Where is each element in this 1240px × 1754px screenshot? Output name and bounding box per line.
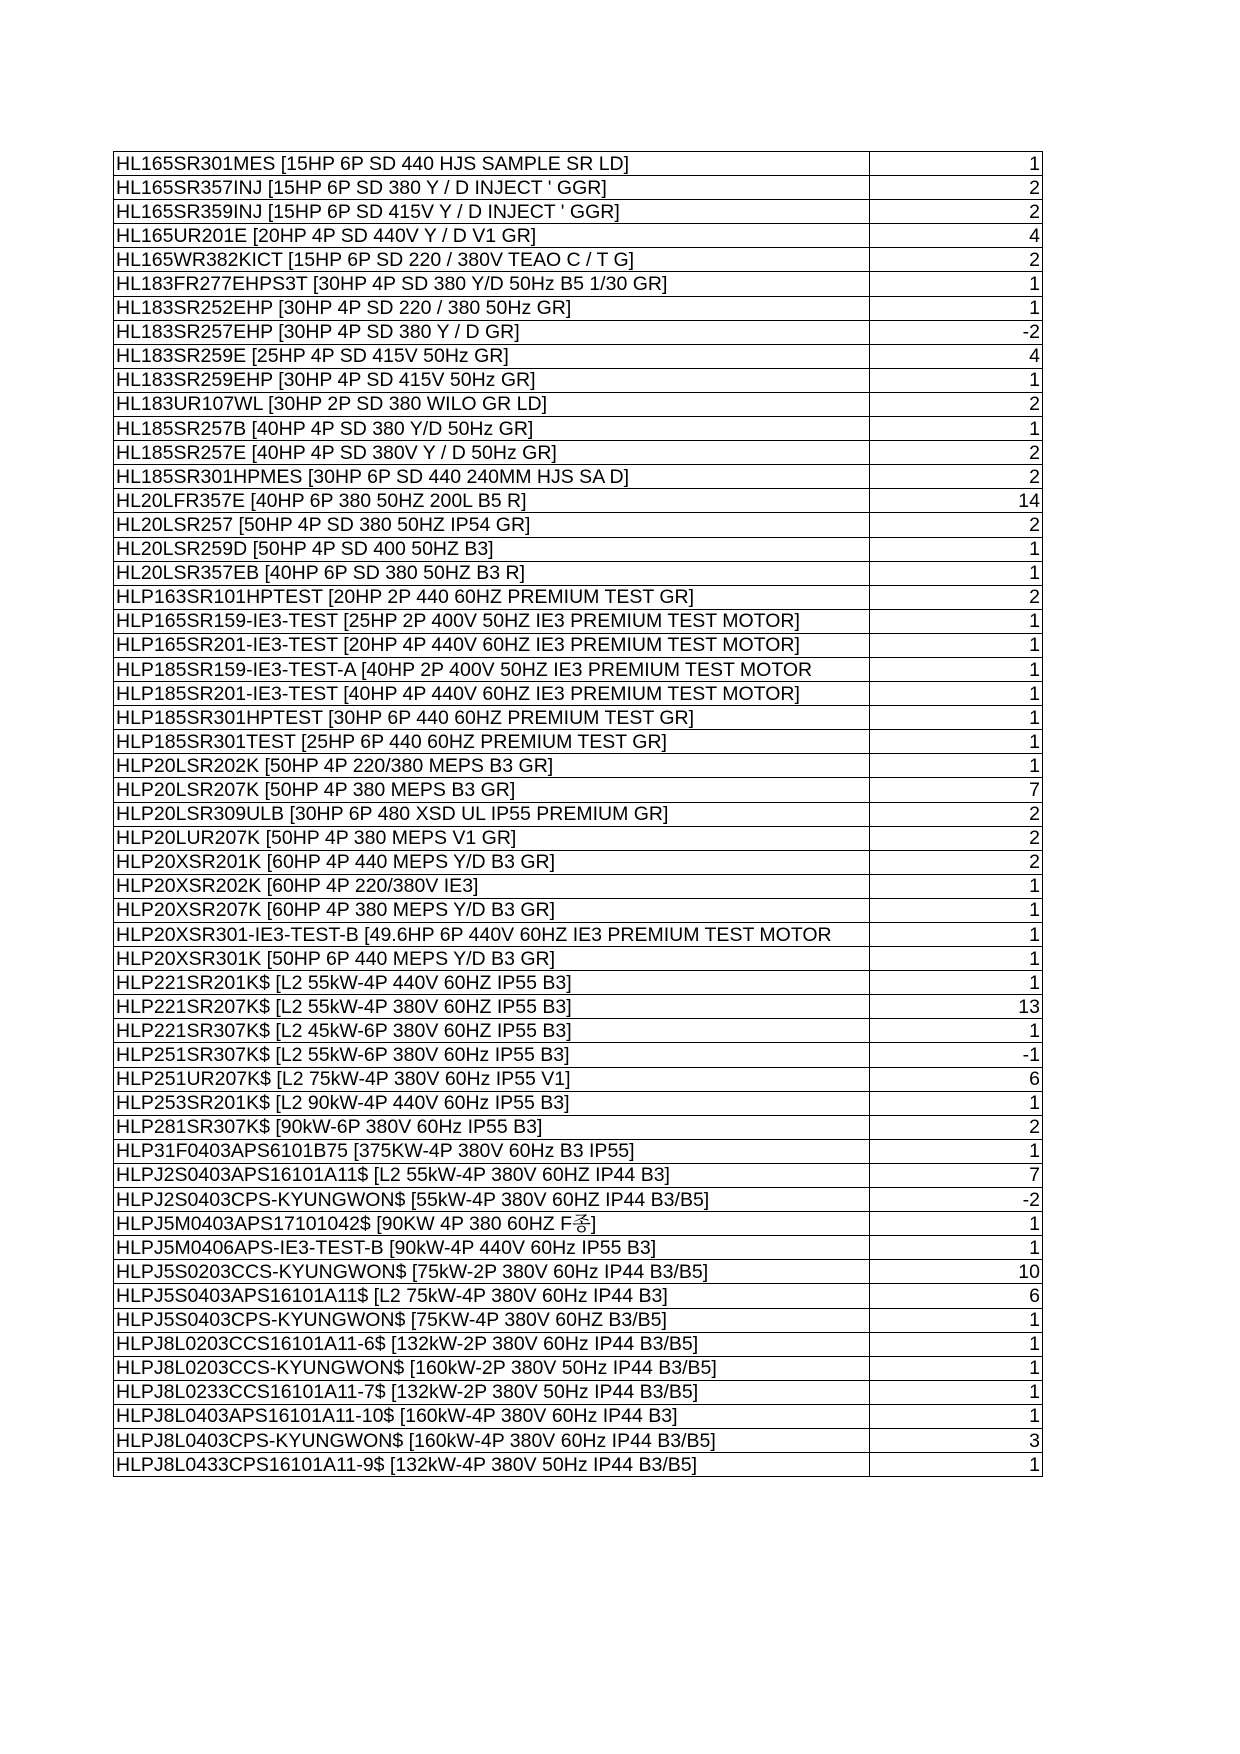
item-description-cell: HLP221SR201K$ [L2 55kW-4P 440V 60HZ IP55 B3] — [114, 971, 870, 995]
quantity-cell: 2 — [870, 585, 1043, 609]
table-row — [114, 1404, 1043, 1428]
table-row — [114, 561, 1043, 585]
quantity-cell: 1 — [870, 1332, 1043, 1356]
quantity-cell: 2 — [870, 802, 1043, 826]
inventory-table — [113, 151, 1043, 1477]
item-description-cell: HLP20XSR201K [60HP 4P 440 MEPS Y/D B3 GR] — [114, 850, 870, 874]
quantity-cell: 2 — [870, 465, 1043, 489]
item-description-cell: HLP185SR301TEST [25HP 6P 440 60HZ PREMIUM TEST GR] — [114, 730, 870, 754]
item-description-cell: HLP20XSR301K [50HP 6P 440 MEPS Y/D B3 GR] — [114, 947, 870, 971]
item-description-cell: HLPJ5S0403APS16101A11$ [L2 75kW-4P 380V 60Hz IP44 B3] — [114, 1284, 870, 1308]
quantity-cell: 2 — [870, 850, 1043, 874]
quantity-cell: 1 — [870, 754, 1043, 778]
table-row — [114, 1115, 1043, 1139]
quantity-cell: 1 — [870, 152, 1043, 176]
table-row — [114, 272, 1043, 296]
table-row — [114, 441, 1043, 465]
item-description-cell: HLP251SR307K$ [L2 55kW-6P 380V 60Hz IP55 B3] — [114, 1043, 870, 1067]
quantity-cell: -1 — [870, 1043, 1043, 1067]
quantity-cell: 1 — [870, 1404, 1043, 1428]
table-row — [114, 682, 1043, 706]
quantity-cell: -2 — [870, 320, 1043, 344]
item-description-cell: HL165SR301MES [15HP 6P SD 440 HJS SAMPLE SR LD] — [114, 152, 870, 176]
table-row — [114, 1019, 1043, 1043]
item-description-cell: HLP185SR301HPTEST [30HP 6P 440 60HZ PREMIUM TEST GR] — [114, 706, 870, 730]
item-description-cell: HL165UR201E [20HP 4P SD 440V Y / D V1 GR] — [114, 224, 870, 248]
quantity-cell: 1 — [870, 537, 1043, 561]
table-row — [114, 368, 1043, 392]
quantity-cell: 10 — [870, 1260, 1043, 1284]
quantity-cell: 1 — [870, 682, 1043, 706]
item-description-cell: HL20LSR257 [50HP 4P SD 380 50HZ IP54 GR] — [114, 513, 870, 537]
table-row — [114, 778, 1043, 802]
table-row — [114, 513, 1043, 537]
quantity-cell: 1 — [870, 1236, 1043, 1260]
item-description-cell: HL20LSR259D [50HP 4P SD 400 50HZ B3] — [114, 537, 870, 561]
quantity-cell: 1 — [870, 1019, 1043, 1043]
table-row — [114, 850, 1043, 874]
quantity-cell: 1 — [870, 633, 1043, 657]
item-description-cell: HLPJ8L0433CPS16101A11-9$ [132kW-4P 380V 50Hz IP44 B3/B5] — [114, 1453, 870, 1477]
table-row — [114, 826, 1043, 850]
quantity-cell: 1 — [870, 417, 1043, 441]
table-row — [114, 1212, 1043, 1236]
item-description-cell: HLPJ5M0406APS-IE3-TEST-B [90kW-4P 440V 60Hz IP55 B3] — [114, 1236, 870, 1260]
quantity-cell: 1 — [870, 657, 1043, 681]
item-description-cell: HLPJ8L0233CCS16101A11-7$ [132kW-2P 380V 50Hz IP44 B3/B5] — [114, 1380, 870, 1404]
item-description-cell: HL183SR259E [25HP 4P SD 415V 50Hz GR] — [114, 344, 870, 368]
table-row — [114, 730, 1043, 754]
table-row — [114, 1260, 1043, 1284]
table-row — [114, 874, 1043, 898]
table-row — [114, 1453, 1043, 1477]
quantity-cell: 1 — [870, 609, 1043, 633]
table-row — [114, 1380, 1043, 1404]
table-row — [114, 947, 1043, 971]
table-row — [114, 1163, 1043, 1187]
table-row — [114, 1043, 1043, 1067]
quantity-cell: 2 — [870, 826, 1043, 850]
quantity-cell: 1 — [870, 706, 1043, 730]
quantity-cell: 14 — [870, 489, 1043, 513]
item-description-cell: HLP20LUR207K [50HP 4P 380 MEPS V1 GR] — [114, 826, 870, 850]
table-row — [114, 296, 1043, 320]
quantity-cell: 1 — [870, 1356, 1043, 1380]
table-row — [114, 754, 1043, 778]
table-row — [114, 152, 1043, 176]
item-description-cell: HLPJ5M0403APS17101042$ [90KW 4P 380 60HZ F종] — [114, 1212, 870, 1236]
item-description-cell: HLPJ8L0403CPS-KYUNGWON$ [160kW-4P 380V 60Hz IP44 B3/B5] — [114, 1428, 870, 1452]
quantity-cell: 1 — [870, 923, 1043, 947]
table-row — [114, 344, 1043, 368]
item-description-cell: HL183FR277EHPS3T [30HP 4P SD 380 Y/D 50Hz B5 1/30 GR] — [114, 272, 870, 296]
table-row — [114, 320, 1043, 344]
item-description-cell: HL165SR359INJ [15HP 6P SD 415V Y / D INJECT ' GGR] — [114, 200, 870, 224]
item-description-cell: HL185SR257B [40HP 4P SD 380 Y/D 50Hz GR] — [114, 417, 870, 441]
item-description-cell: HLPJ5S0203CCS-KYUNGWON$ [75kW-2P 380V 60Hz IP44 B3/B5] — [114, 1260, 870, 1284]
quantity-cell: 1 — [870, 561, 1043, 585]
table-row — [114, 1428, 1043, 1452]
quantity-cell: 1 — [870, 272, 1043, 296]
quantity-cell: 1 — [870, 1091, 1043, 1115]
item-description-cell: HLP281SR307K$ [90kW-6P 380V 60Hz IP55 B3] — [114, 1115, 870, 1139]
table-row — [114, 1332, 1043, 1356]
table-row — [114, 417, 1043, 441]
item-description-cell: HLP165SR159-IE3-TEST [25HP 2P 400V 50HZ IE3 PREMIUM TEST MOTOR] — [114, 609, 870, 633]
table-row — [114, 1356, 1043, 1380]
item-description-cell: HL165WR382KICT [15HP 6P SD 220 / 380V TEAO C / T G] — [114, 248, 870, 272]
quantity-cell: 1 — [870, 874, 1043, 898]
item-description-cell: HL183SR252EHP [30HP 4P SD 220 / 380 50Hz GR] — [114, 296, 870, 320]
quantity-cell: 6 — [870, 1284, 1043, 1308]
item-description-cell: HLP20XSR207K [60HP 4P 380 MEPS Y/D B3 GR] — [114, 898, 870, 922]
table-row — [114, 537, 1043, 561]
quantity-cell: 2 — [870, 392, 1043, 416]
item-description-cell: HLP165SR201-IE3-TEST [20HP 4P 440V 60HZ IE3 PREMIUM TEST MOTOR] — [114, 633, 870, 657]
table-row — [114, 248, 1043, 272]
quantity-cell: 2 — [870, 513, 1043, 537]
item-description-cell: HLP253SR201K$ [L2 90kW-4P 440V 60Hz IP55 B3] — [114, 1091, 870, 1115]
table-row — [114, 609, 1043, 633]
quantity-cell: 3 — [870, 1428, 1043, 1452]
quantity-cell: 2 — [870, 176, 1043, 200]
quantity-cell: 2 — [870, 1115, 1043, 1139]
table-row — [114, 392, 1043, 416]
quantity-cell: 1 — [870, 368, 1043, 392]
quantity-cell: 1 — [870, 1308, 1043, 1332]
item-description-cell: HLPJ8L0403APS16101A11-10$ [160kW-4P 380V 60Hz IP44 B3] — [114, 1404, 870, 1428]
table-row — [114, 706, 1043, 730]
quantity-cell: 1 — [870, 1139, 1043, 1163]
table-row — [114, 995, 1043, 1019]
table-row — [114, 1188, 1043, 1212]
item-description-cell: HLP185SR159-IE3-TEST-A [40HP 2P 400V 50HZ IE3 PREMIUM TEST MOTOR — [114, 657, 870, 681]
table-row — [114, 923, 1043, 947]
item-description-cell: HLP20XSR202K [60HP 4P 220/380V IE3] — [114, 874, 870, 898]
item-description-cell: HL183SR259EHP [30HP 4P SD 415V 50Hz GR] — [114, 368, 870, 392]
quantity-cell: -2 — [870, 1188, 1043, 1212]
item-description-cell: HL20LSR357EB [40HP 6P SD 380 50HZ B3 R] — [114, 561, 870, 585]
item-description-cell: HL165SR357INJ [15HP 6P SD 380 Y / D INJECT ' GGR] — [114, 176, 870, 200]
quantity-cell: 7 — [870, 778, 1043, 802]
item-description-cell: HLP20XSR301-IE3-TEST-B [49.6HP 6P 440V 60HZ IE3 PREMIUM TEST MOTOR — [114, 923, 870, 947]
item-description-cell: HLPJ8L0203CCS-KYUNGWON$ [160kW-2P 380V 50Hz IP44 B3/B5] — [114, 1356, 870, 1380]
quantity-cell: 7 — [870, 1163, 1043, 1187]
item-description-cell: HLP251UR207K$ [L2 75kW-4P 380V 60Hz IP55 V1] — [114, 1067, 870, 1091]
quantity-cell: 13 — [870, 995, 1043, 1019]
table-row — [114, 465, 1043, 489]
item-description-cell: HL185SR301HPMES [30HP 6P SD 440 240MM HJS SA D] — [114, 465, 870, 489]
table-row — [114, 200, 1043, 224]
table-row — [114, 224, 1043, 248]
table-row — [114, 1139, 1043, 1163]
quantity-cell: 1 — [870, 730, 1043, 754]
item-description-cell: HLPJ8L0203CCS16101A11-6$ [132kW-2P 380V 60Hz IP44 B3/B5] — [114, 1332, 870, 1356]
item-description-cell: HLP185SR201-IE3-TEST [40HP 4P 440V 60HZ IE3 PREMIUM TEST MOTOR] — [114, 682, 870, 706]
quantity-cell: 1 — [870, 1380, 1043, 1404]
item-description-cell: HLP20LSR202K [50HP 4P 220/380 MEPS B3 GR] — [114, 754, 870, 778]
quantity-cell: 4 — [870, 344, 1043, 368]
table-row — [114, 971, 1043, 995]
item-description-cell: HLP20LSR309ULB [30HP 6P 480 XSD UL IP55 PREMIUM GR] — [114, 802, 870, 826]
quantity-cell: 6 — [870, 1067, 1043, 1091]
item-description-cell: HLPJ2S0403CPS-KYUNGWON$ [55kW-4P 380V 60HZ IP44 B3/B5] — [114, 1188, 870, 1212]
item-description-cell: HLP20LSR207K [50HP 4P 380 MEPS B3 GR] — [114, 778, 870, 802]
item-description-cell: HLP221SR207K$ [L2 55kW-4P 380V 60HZ IP55 B3] — [114, 995, 870, 1019]
item-description-cell: HLPJ5S0403CPS-KYUNGWON$ [75KW-4P 380V 60HZ B3/B5] — [114, 1308, 870, 1332]
item-description-cell: HL20LFR357E [40HP 6P 380 50HZ 200L B5 R] — [114, 489, 870, 513]
table-row — [114, 1091, 1043, 1115]
table-row — [114, 657, 1043, 681]
table-row — [114, 176, 1043, 200]
item-description-cell: HLP31F0403APS6101B75 [375KW-4P 380V 60Hz B3 IP55] — [114, 1139, 870, 1163]
quantity-cell: 1 — [870, 971, 1043, 995]
item-description-cell: HLP163SR101HPTEST [20HP 2P 440 60HZ PREMIUM TEST GR] — [114, 585, 870, 609]
table-row — [114, 1284, 1043, 1308]
table-row — [114, 585, 1043, 609]
table-row — [114, 1308, 1043, 1332]
table-row — [114, 489, 1043, 513]
quantity-cell: 2 — [870, 441, 1043, 465]
item-description-cell: HLP221SR307K$ [L2 45kW-6P 380V 60HZ IP55 B3] — [114, 1019, 870, 1043]
item-description-cell: HL183UR107WL [30HP 2P SD 380 WILO GR LD] — [114, 392, 870, 416]
quantity-cell: 1 — [870, 296, 1043, 320]
table-row — [114, 898, 1043, 922]
item-description-cell: HLPJ2S0403APS16101A11$ [L2 55kW-4P 380V 60HZ IP44 B3] — [114, 1163, 870, 1187]
quantity-cell: 2 — [870, 248, 1043, 272]
inventory-table-body — [114, 152, 1043, 1477]
quantity-cell: 1 — [870, 898, 1043, 922]
item-description-cell: HL183SR257EHP [30HP 4P SD 380 Y / D GR] — [114, 320, 870, 344]
quantity-cell: 2 — [870, 200, 1043, 224]
item-description-cell: HL185SR257E [40HP 4P SD 380V Y / D 50Hz GR] — [114, 441, 870, 465]
quantity-cell: 1 — [870, 1212, 1043, 1236]
table-row — [114, 633, 1043, 657]
table-row — [114, 1236, 1043, 1260]
table-row — [114, 1067, 1043, 1091]
quantity-cell: 4 — [870, 224, 1043, 248]
table-row — [114, 802, 1043, 826]
quantity-cell: 1 — [870, 947, 1043, 971]
quantity-cell: 1 — [870, 1453, 1043, 1477]
